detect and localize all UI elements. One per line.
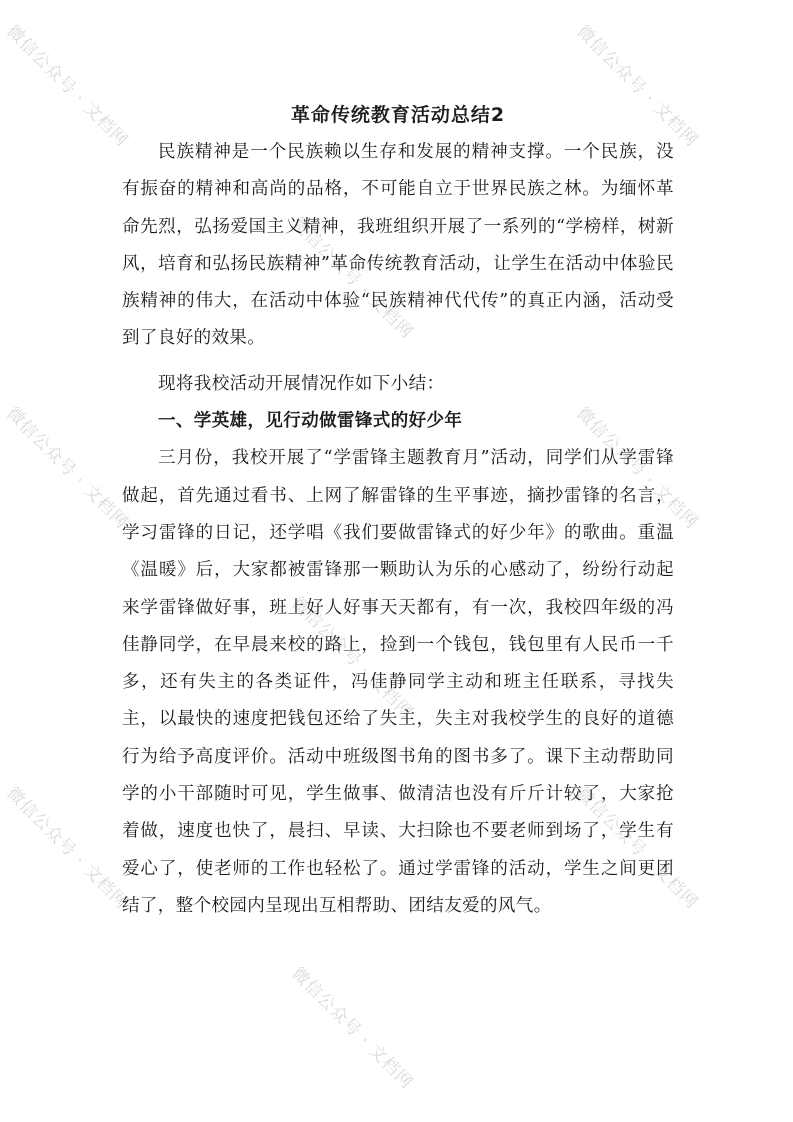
watermark-text: 微信公众号 · 文档网 bbox=[572, 403, 702, 534]
summary-intro-paragraph: 现将我校活动开展情况作如下小结： bbox=[158, 373, 445, 394]
watermark-text: 微信公众号 · 文档网 bbox=[287, 593, 417, 724]
section-heading: 一、学英雄，见行动做雷锋式的好少年 bbox=[158, 411, 463, 432]
intro-paragraph: 民族精神是一个民族赖以生存和发展的精神支撑。一个民族，没有振奋的精神和高尚的品格，不可能自立于世界民族之林。为缅怀革命先烈，弘扬爱国主义精神，我班组织开展了一系列的“学榜样，树新风，培育和弘扬民族精神”革命传统教育活动，让学生在活动中体验民族精神的伟大，在活动中体验“民族精神代代传”的真正内涵，活动受到了良好的效果。 bbox=[122, 142, 674, 349]
watermark-text: 微信公众号 · 文档网 bbox=[287, 963, 417, 1094]
document-title: 革命传统教育活动总结2 bbox=[290, 104, 506, 126]
section-body-paragraph: 三月份，我校开展了“学雷锋主题教育月”活动，同学们从学雷锋做起，首先通过看书、上网了解雷锋的生平事迹，摘抄雷锋的名言，学习雷锋的日记，还学唱《我们要做雷锋式的好少年》的歌曲。重温《温暖》后，大家都被雷锋那一颗助认为乐的心感动了，纷纷行动起来学雷锋做好事，班上好人好事天天都有，有一次，我校四年级的冯佳静同学，在早晨来校的路上，捡到一个钱包，钱包里有人民币一千多，还有失主的各类证件，冯佳静同学主动和班主任联系，寻找失主，以最快的速度把钱包还给了失主，失主对我校学生的良好的道德行为给予高度评价。活动中班级图书角的图书多了。课下主动帮助同学的小干部随时可见，学生做事、做清洁也没有斤斤计较了，大家抢着做，速度也快了，晨扫、早读、大扫除也不要老师到场了，学生有爱心了，使老师的工作也轻松了。通过学雷锋的活动，学生之间更团结了，整个校园内呈现出互相帮助、团结友爱的风气。 bbox=[122, 448, 674, 916]
document-body bbox=[122, 100, 674, 925]
watermark-text: 微信公众号 · 文档网 bbox=[2, 403, 132, 534]
watermark-text: 微信公众号 · 文档网 bbox=[572, 783, 702, 914]
watermark-text: 微信公众号 · 文档网 bbox=[572, 21, 702, 152]
watermark-text: 微信公众号 · 文档网 bbox=[2, 21, 132, 152]
watermark-text: 微信公众号 · 文档网 bbox=[287, 213, 417, 344]
watermark-text: 微信公众号 · 文档网 bbox=[2, 783, 132, 914]
